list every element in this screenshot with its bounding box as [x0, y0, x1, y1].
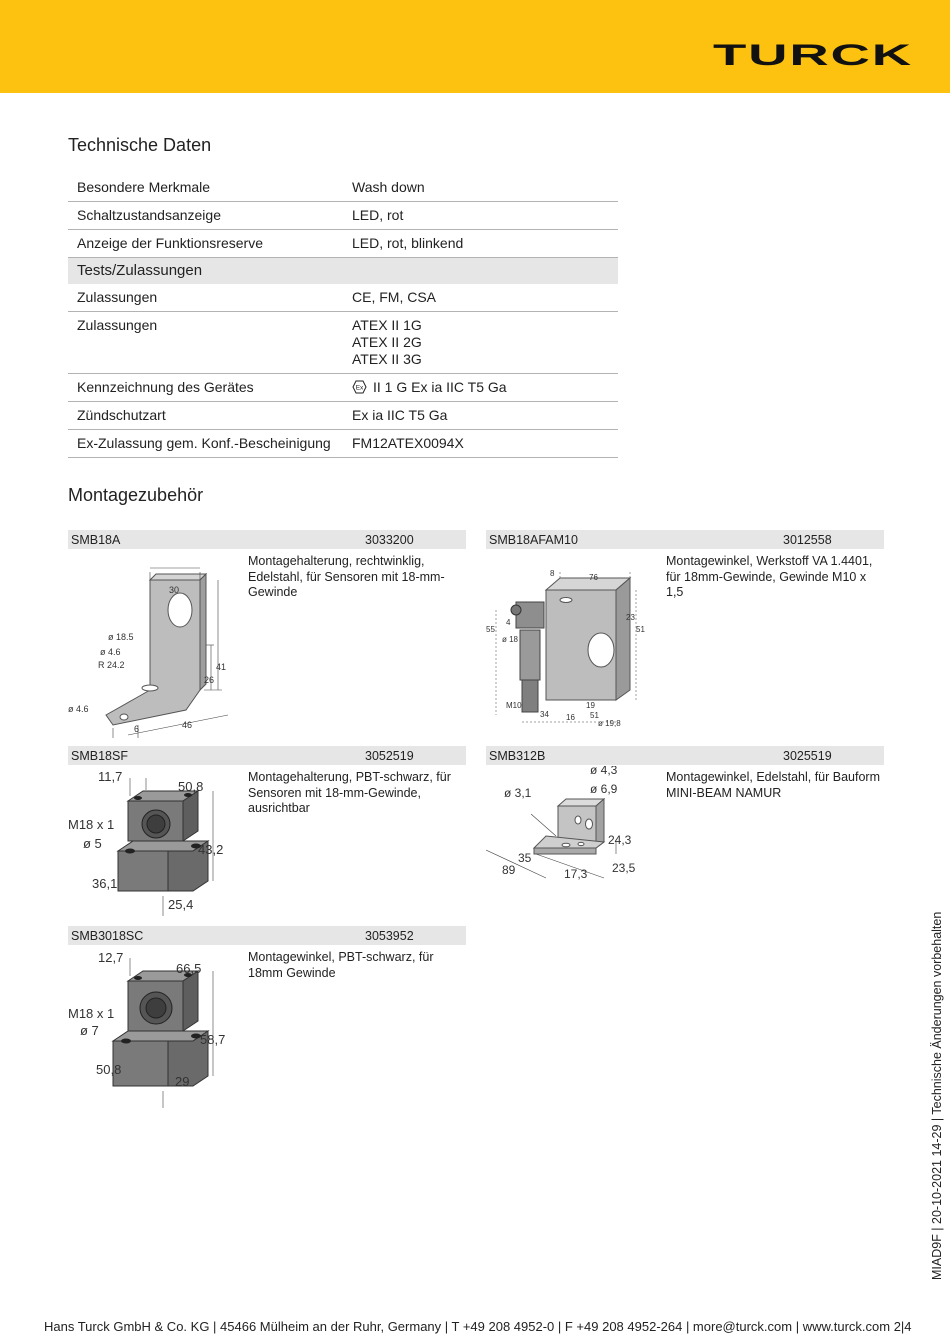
svg-text:43,2: 43,2: [198, 842, 224, 857]
accessory-smb3018sc: [68, 926, 466, 1111]
accessory-header: [486, 530, 884, 549]
approval-item: ATEX II 2G: [352, 334, 422, 350]
smb18sf-drawing: [68, 766, 243, 921]
accessory-name: SMB312B: [489, 748, 546, 763]
svg-text:TURCK: TURCK: [713, 42, 913, 68]
accessory-header: [486, 746, 884, 765]
turck-logo: [712, 42, 914, 68]
svg-text:35: 35: [518, 851, 532, 865]
header-bar: [0, 0, 950, 93]
svg-text:R 24.2: R 24.2: [98, 660, 125, 670]
accessory-smb312b: [486, 746, 884, 921]
row-label: Ex-Zulassung gem. Konf.-Bescheinigung: [77, 435, 331, 451]
table-row: [68, 374, 618, 402]
tech-data-title: Technische Daten: [68, 135, 212, 155]
accessory-header: [68, 926, 466, 945]
row-value: FM12ATEX0094X: [352, 435, 464, 451]
smb18afam10-drawing: [486, 550, 661, 735]
svg-text:19: 19: [586, 701, 595, 710]
svg-text:58,7: 58,7: [200, 1032, 226, 1047]
svg-text:ø 5: ø 5: [83, 836, 102, 851]
svg-text:50,8: 50,8: [178, 779, 204, 794]
table-group-header: [68, 258, 618, 284]
accessory-name: SMB18SF: [71, 748, 128, 763]
svg-text:50,8: 50,8: [96, 1062, 122, 1077]
accessory-description: Montagewinkel, Werkstoff VA 1.4401, für 18mm-Gewinde, Gewinde M10 x 1,5: [666, 554, 873, 599]
svg-text:24,3: 24,3: [608, 833, 632, 847]
table-row: [68, 312, 618, 374]
accessory-header: [68, 530, 466, 549]
svg-text:36,1: 36,1: [92, 876, 118, 891]
table-row: [68, 174, 618, 202]
row-label: Schaltzustandsanzeige: [77, 207, 221, 223]
marking-text: II 1 G Ex ia IIC T5 Ga: [373, 379, 507, 395]
accessory-name: SMB18AFAM10: [489, 532, 578, 547]
ex-hexagon-icon: [352, 380, 367, 394]
svg-text:17,3: 17,3: [564, 867, 588, 881]
svg-text:76: 76: [589, 573, 598, 582]
svg-text:66,5: 66,5: [176, 961, 202, 976]
tech-data-table: [68, 174, 618, 458]
svg-text:34: 34: [540, 710, 549, 719]
svg-text:30: 30: [169, 585, 180, 595]
table-row: [68, 230, 618, 258]
svg-text:Ex: Ex: [355, 384, 364, 392]
row-value: Wash down: [352, 179, 425, 195]
svg-text:55: 55: [486, 625, 495, 634]
accessory-description: Montagewinkel, PBT-schwarz, für 18mm Gewinde: [248, 950, 434, 980]
accessories-title: Montagezubehör: [68, 485, 204, 505]
row-value-list: [352, 317, 618, 368]
row-label: Zulassungen: [77, 289, 158, 305]
row-label: Zulassungen: [77, 317, 158, 333]
svg-text:ø 7: ø 7: [80, 1023, 99, 1038]
svg-text:ø 4,3: ø 4,3: [590, 766, 618, 777]
table-row: [68, 284, 618, 312]
row-label: Zündschutzart: [77, 407, 166, 423]
svg-text:6: 6: [134, 724, 140, 734]
accessory-name: SMB3018SC: [71, 928, 144, 943]
side-note: MIAD9F | 20-10-2021 14-29 | Technische Änderungen vorbehalten: [930, 911, 944, 1280]
accessory-name: SMB18A: [71, 532, 121, 547]
row-value: CE, FM, CSA: [352, 289, 437, 305]
svg-text:26: 26: [204, 675, 215, 685]
accessory-code: 3025519: [783, 748, 832, 763]
accessory-smb18sf: [68, 746, 466, 921]
accessory-code: 3053952: [365, 928, 414, 943]
accessory-header: [68, 746, 466, 765]
table-row: [68, 202, 618, 230]
svg-text:89: 89: [502, 863, 516, 877]
svg-text:ø 4.6: ø 4.6: [100, 647, 121, 657]
svg-text:ø 3,1: ø 3,1: [504, 786, 532, 800]
accessory-code: 3012558: [783, 532, 832, 547]
accessory-smb18afam10: [486, 530, 884, 740]
svg-text:23: 23: [626, 613, 635, 622]
svg-text:4: 4: [506, 618, 511, 627]
accessory-code: 3033200: [365, 532, 414, 547]
svg-text:16: 16: [566, 713, 575, 722]
svg-text:ø 18: ø 18: [502, 635, 519, 644]
accessory-description: Montagehalterung, rechtwinklig, Edelstahl, für Sensoren mit 18-mm-Gewinde: [248, 554, 445, 599]
svg-text:51: 51: [636, 625, 645, 634]
accessory-code: 3052519: [365, 748, 414, 763]
svg-text:25,4: 25,4: [168, 897, 194, 912]
svg-text:12,7: 12,7: [98, 950, 124, 965]
group-title: Tests/Zulassungen: [77, 262, 203, 279]
svg-text:ø 6,9: ø 6,9: [590, 782, 618, 796]
table-row: [68, 402, 618, 430]
row-value: LED, rot: [352, 207, 404, 223]
svg-text:11,7: 11,7: [98, 769, 123, 784]
accessory-smb18a: [68, 530, 466, 740]
approval-item: ATEX II 3G: [352, 351, 422, 367]
svg-text:ø 4.6: ø 4.6: [68, 704, 89, 714]
svg-text:8: 8: [550, 569, 555, 578]
svg-text:M10: M10: [506, 701, 522, 710]
svg-text:M18 x 1: M18 x 1: [68, 817, 115, 832]
row-label: Besondere Merkmale: [77, 179, 211, 195]
smb18a-drawing: [68, 550, 243, 740]
svg-text:41: 41: [216, 662, 227, 672]
svg-text:46: 46: [182, 720, 193, 730]
row-value: Ex ia IIC T5 Ga: [352, 407, 448, 423]
svg-text:M18 x 1: M18 x 1: [68, 1006, 115, 1021]
row-label: Anzeige der Funktionsreserve: [77, 235, 263, 251]
accessory-description: Montagewinkel, Edelstahl, für Bauform MINI-BEAM NAMUR: [666, 770, 880, 800]
smb312b-drawing: [486, 766, 661, 886]
approval-item: ATEX II 1G: [352, 317, 422, 333]
svg-text:29: 29: [175, 1074, 190, 1089]
svg-text:ø 19,8: ø 19,8: [598, 719, 621, 728]
accessory-description: Montagehalterung, PBT-schwarz, für Sensoren mit 18-mm-Gewinde, ausrichtbar: [248, 770, 451, 815]
row-value: [352, 379, 618, 396]
svg-text:51: 51: [590, 711, 599, 720]
svg-text:23,5: 23,5: [612, 861, 636, 875]
table-row: [68, 430, 618, 458]
svg-text:ø 18.5: ø 18.5: [108, 632, 134, 642]
row-value: LED, rot, blinkend: [352, 235, 464, 251]
smb3018sc-drawing: [68, 946, 243, 1111]
footer-text: Hans Turck GmbH & Co. KG | 45466 Mülheim an der Ruhr, Germany | T +49 208 4952-0 | F +49 208 4952-264 | more@turck.com | www.turck.com 2|4: [44, 1319, 912, 1334]
row-label: Kennzeichnung des Gerätes: [77, 379, 254, 395]
